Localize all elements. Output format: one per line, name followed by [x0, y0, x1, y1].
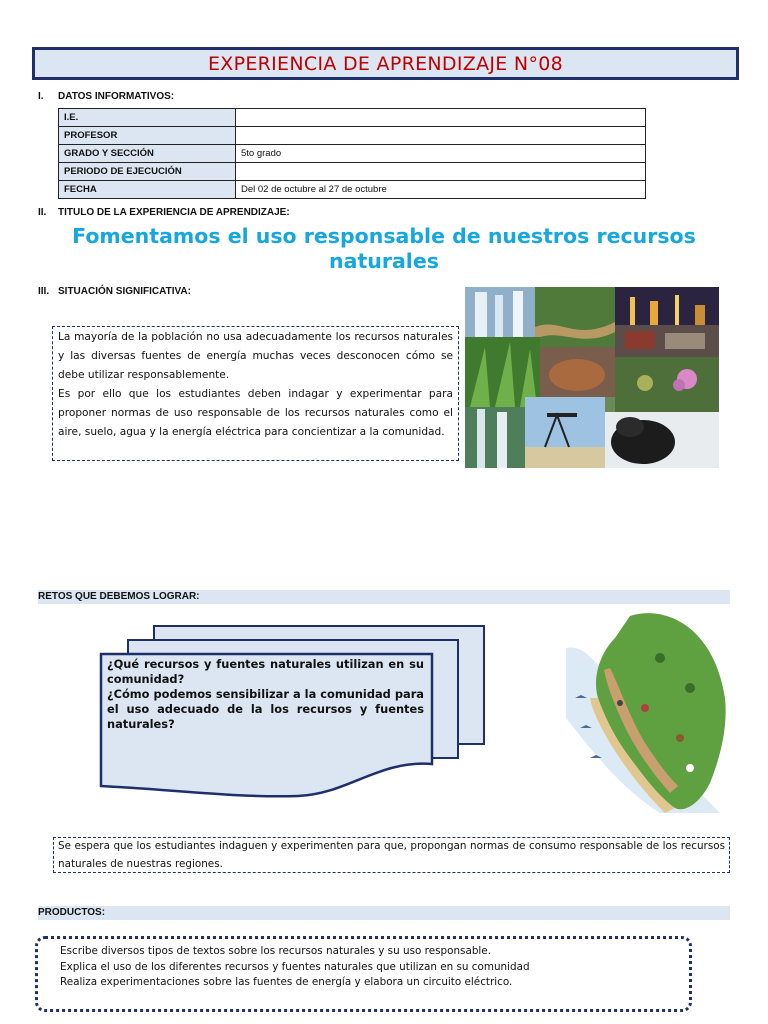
section-datos-heading: I. DATOS INFORMATIVOS:: [38, 91, 175, 102]
productos-heading: PRODUCTOS:: [38, 906, 730, 920]
table-row: I.E.: [59, 109, 646, 127]
experience-title: Fomentamos el uso responsable de nuestros recursos naturales: [72, 224, 696, 273]
section-situacion-heading: III. SITUACIÓN SIGNIFICATIVA:: [38, 286, 191, 297]
list-item: Realiza experimentaciones sobre las fuentes de energía y elabora un circuito eléctrico.: [60, 976, 513, 988]
productos-list-box: [35, 936, 692, 1012]
table-row: FECHA Del 02 de octubre al 27 de octubre: [59, 181, 646, 199]
situacion-paragraph: Es por ello que los estudiantes deben indagar y experimentar para proponer normas de uso responsable de los recursos naturales como el aire, suelo, agua y la energía eléctrica para concientizar a la comunidad.: [58, 388, 453, 438]
situacion-text-box: [52, 326, 459, 461]
document-title-box: [32, 47, 739, 80]
table-row: PERIODO DE EJECUCIÓN: [59, 163, 646, 181]
situacion-paragraph: La mayoría de la población no usa adecuadamente los recursos naturales y las diversas fuentes de energía muchas veces desconocen cómo se debe utilizar responsablemente.: [58, 331, 453, 381]
list-item: Escribe diversos tipos de textos sobre los recursos naturales y su uso responsable.: [60, 945, 491, 957]
table-row: PROFESOR: [59, 127, 646, 145]
datos-table: [58, 108, 646, 199]
table-row: GRADO Y SECCIÓN 5to grado: [59, 145, 646, 163]
retos-heading: RETOS QUE DEBEMOS LOGRAR:: [38, 590, 730, 604]
peru-resources-map: [560, 608, 730, 818]
natural-resources-collage: [465, 287, 719, 468]
retos-questions: ¿Qué recursos y fuentes naturales utilizan en su comunidad? ¿Cómo podemos sensibilizar a la comunidad para el uso adecuado de la los recursos y fuentes naturales?: [107, 657, 424, 731]
section-titulo-heading: II. TITULO DE LA EXPERIENCIA DE APRENDIZAJE:: [38, 207, 290, 218]
espera-text-box: Se espera que los estudiantes indaguen y experimenten para que, propongan normas de consumo responsable de los recursos naturales de nuestras regiones.: [53, 837, 730, 873]
list-item: Explica el uso de los diferentes recursos y fuentes naturales que utilizan en su comunidad: [60, 960, 530, 973]
document-title: EXPERIENCIA DE APRENDIZAJE N°08: [207, 52, 564, 75]
